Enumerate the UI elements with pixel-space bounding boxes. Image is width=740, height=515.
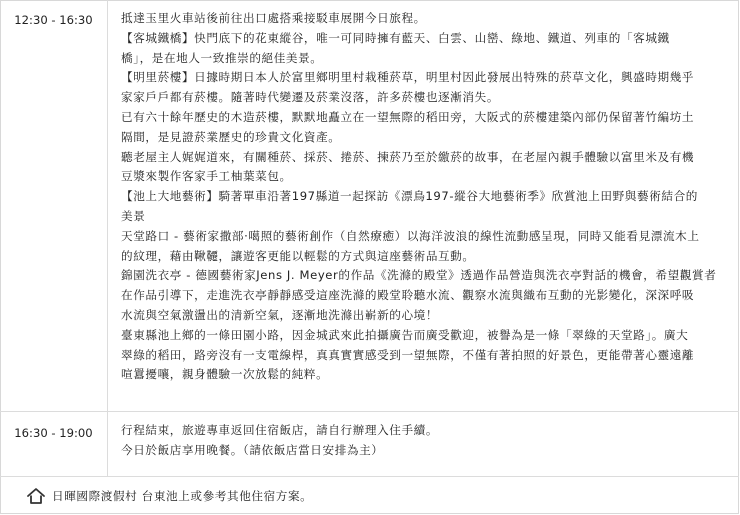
description-line: 【池上大地藝術】騎著單車沿著197縣道一起探訪《漂鳥197-縱谷大地藝術季》欣賞池上田野與藝術結合的 — [121, 189, 698, 204]
description-line: 喧囂擾嚷，親身體驗一次放鬆的純粹。 — [121, 367, 329, 382]
description-line: 在作品引導下，走進洗衣亭靜靜感受這座洗滌的殿堂聆聽水流、觀察水流與織布互動的光影變化，深深呼吸 — [121, 288, 695, 303]
description-line: 抵達玉里火車站後前往出口處搭乘接駁車展開今日旅程。 — [121, 11, 426, 25]
description-line: 家家戶戶都有菸樓。隨著時代變遷及菸業沒落，許多菸樓也逐漸消失。 — [121, 90, 500, 105]
description-line: 今日於飯店享用晚餐。（請依飯店當日安排為主） — [121, 442, 384, 457]
accommodation-text: 日暉國際渡假村 台東池上或參考其他住宿方案。 — [52, 488, 313, 503]
description-line: 美景 — [121, 208, 146, 223]
description-line: 天堂路口 - 藝術家撒部‧噶照的藝術創作（自然療癒）以海洋波浪的線性流動感呈現，同時又能看見漂流木上 — [121, 228, 700, 243]
description-line: 翠綠的稻田，路旁沒有一支電線桿，真真實實感受到一望無際，不僅有著拍照的好景色，更能帶著心靈遠離 — [121, 347, 695, 362]
home-icon — [26, 487, 46, 505]
description-line: 橋」，是在地人一致推崇的絕佳美景。 — [121, 50, 323, 65]
description-line: 【客城鐵橋】快門底下的花東縱谷，唯一可同時擁有藍天、白雲、山巒、綠地、鐵道、列車的「客城鐵 — [121, 30, 670, 45]
description-line: 臺東縣池上鄉的一條田園小路，因金城武來此拍攝廣告而廣受歡迎，被譽為是一條「翠綠的天堂路」。廣大 — [121, 327, 689, 342]
description-cell — [108, 0, 739, 411]
itinerary-row — [0, 412, 739, 477]
description-line: 豆漿來製作客家手工柚葉菜包。 — [121, 169, 292, 184]
description-line: 聽老屋主人娓娓道來，有關種菸、採菸、捲菸、揀菸乃至於繳菸的故事，在老屋內親手體驗以富里米及有機 — [121, 149, 695, 164]
description-line: 【明里菸樓】日據時期日本人於富里鄉明里村栽種菸草，明里村因此發展出特殊的菸草文化，興盛時期幾乎 — [121, 70, 695, 85]
description-cell — [108, 412, 739, 476]
description-line: 的紋理，藉由鞦韆，讓遊客更能以輕鬆的方式與這座藝術品互動。 — [121, 248, 475, 263]
description-line: 水流與空氣激盪出的清新空氣，逐漸地洗滌出嶄新的心境！ — [121, 307, 439, 322]
time-cell: 12:30 - 16:30 — [0, 0, 108, 411]
description-line: 已有六十餘年歷史的木造菸樓，默默地矗立在一望無際的稻田旁，大阪式的菸樓建築內部仍保留著竹編坊土 — [121, 109, 695, 124]
time-cell: 16:30 - 19:00 — [0, 412, 108, 476]
description-line: 行程結束，旅遊專車返回住宿飯店，請自行辦理入住手續。 — [121, 423, 439, 437]
description-line: 錦園洗衣亭 - 德國藝術家Jens J. Meyer的作品《洗滌的殿堂》透過作品營造與洗衣亭對話的機會，希望觀賞者 — [121, 268, 717, 283]
accommodation-footer — [0, 477, 739, 514]
description-line: 隔間，是見證菸業歷史的珍貴文化資產。 — [121, 129, 341, 144]
